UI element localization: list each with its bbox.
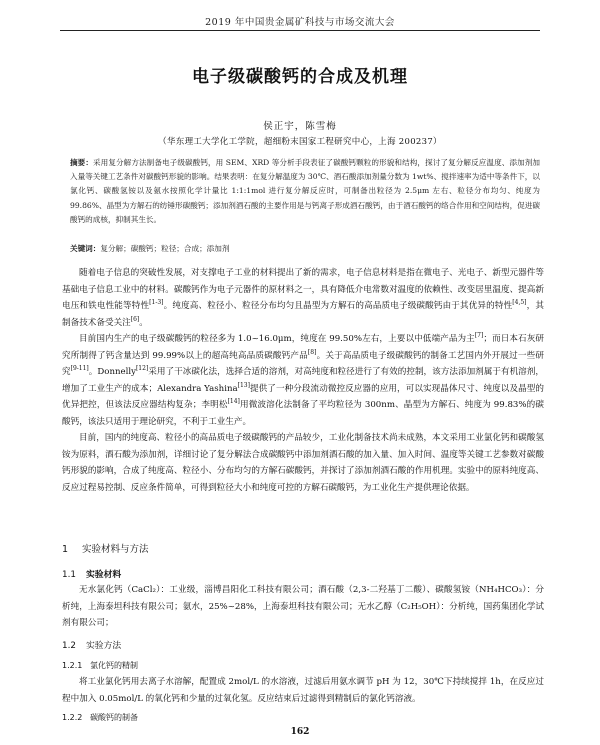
paper-title: 电子级碳酸钙的合成及机理 xyxy=(192,67,408,87)
keywords-text: 复分解；碳酸钙；粒径；合成；添加剂 xyxy=(100,244,230,253)
citation: [14] xyxy=(227,398,240,406)
citation: [9-11] xyxy=(70,365,89,373)
citation: [12] xyxy=(135,365,149,373)
purification-paragraph: 将工业氯化钙用去离子水溶解，配置成 2mol/L 的水溶液，过滤后用氨水调节 pH 为 12，30℃下持续搅拌 1h，在反应过程中加入 0.05mol/L 的氧化钙和少量的过氧化氢。反应结束后过滤得到精制后的氯化钙溶液。 xyxy=(62,677,544,704)
subsubsection-heading: 1.2.2 碳酸钙的制备 xyxy=(62,713,138,722)
header-rule xyxy=(60,30,540,31)
intro-paragraph-2: 目前国内生产的电子级碳酸钙的粒径多为 1.0~16.0μm，纯度在 99.50%左右，上要以中低端产品为主[7]；而日本石灰研究所制得了钙含量达到 99.99%以上的超高纯高品质碳酸钙产品[8]。关于高品质电子级碳酸钙的制备工艺国内外开展过一些研究[9-11]。Donnelly[12]采用了干冰碳化法，选择合适的溶剂，对高纯度和粒径进行了有效的控制，该方法添加剂属于有机溶剂，增加了工业生产的成本；Alexandra Yashina[13]提供了一种分段流动微控反应器的应用，可以实现晶体尺寸、纯度以及晶型的优异把控，但该法反应器结构复杂；李明松[14]用微波溶化法制备了平均粒径为 300nm、晶型为方解石、纯度为 99.83%的碳酸钙，该法只适用于理论研究，不利于工业生产。 xyxy=(62,332,544,427)
running-header: 2019 年中国贵金属矿科技与市场交流大会 xyxy=(205,17,395,28)
abstract-block xyxy=(70,156,540,227)
subsubsection-heading: 1.2.1 氯化钙的精制 xyxy=(62,661,138,670)
abstract-label: 摘要： xyxy=(70,158,93,167)
paper-authors: 侯正宇，陈雪梅 xyxy=(263,121,337,132)
materials-paragraph: 无水氯化钙（CaCl₂）：工业级，淄博昌阳化工科技有限公司；酒石酸（2,3-二羟基丁二酸）、碳酸氢铵（NH₄HCO₃）：分析纯，上海泰坦科技有限公司；氨水，25%~28%，上海泰坦科技有限公司；无水乙醇（C₂H₅OH）：分析纯，国药集团化学试剂有限公司； xyxy=(62,585,544,628)
citation: [6] xyxy=(130,315,140,323)
keywords-block xyxy=(70,242,540,256)
citation: [7] xyxy=(474,332,484,340)
citation: [13] xyxy=(237,381,250,389)
page-number: 162 xyxy=(290,727,310,737)
section-heading: 1 实验材料与方法 xyxy=(62,544,149,555)
intro-paragraph-1: 随着电子信息的突破性发展，对支撑电子工业的材料提出了新的需求，电子信息材料是指在微电子、光电子、新型元器件等基础电子信息工业中的材料。碳酸钙作为电子元器件的原材料之一，具有降低介电常数对温度的依赖性、改变居里温度、提高新电压和铁电性能等特性[1-3]。纯度高、粒径小、粒径分布均匀且晶型为方解石的高品质电子级碳酸钙由于其优异的特性[4,5]，其制备技术备受关注[6]。 xyxy=(62,268,544,328)
citation: [8] xyxy=(307,348,317,356)
citation: [1-3] xyxy=(149,299,164,307)
subsection-heading: 1.2 实验方法 xyxy=(62,641,122,651)
subsection-heading: 1.1 实验材料 xyxy=(62,570,122,580)
introduction xyxy=(62,265,544,496)
paper-affiliation: （华东理工大学化工学院，超细粉末国家工程研究中心，上海 200237） xyxy=(158,137,442,147)
intro-paragraph-3: 目前，国内的纯度高、粒径小的高品质电子级碳酸钙的产品较少，工业化制备技术尚未成熟，本文采用工业氯化钙和碳酸氢铵为原料，酒石酸为添加剂，详细讨论了复分解法合成碳酸钙中添加剂酒石酸的加入量、加入时间、温度等关键工艺参数对碳酸钙形貌的影响，合成了纯度高、粒径小、分布均匀的方解石碳酸钙，并探讨了添加剂酒石酸的作用机理。实验中的原料纯度高、反应过程易控制、反应条件简单，可得到粒径大小和纯度可控的方解石碳酸钙，为工业化生产提供理论依据。 xyxy=(62,433,544,493)
keywords-label: 关键词： xyxy=(70,244,101,253)
citation: [4,5] xyxy=(512,299,527,307)
abstract-text: 采用复分解方法制备电子级碳酸钙，用 SEM、XRD 等分析手段表征了碳酸钙颗粒的形貌和结构，探讨了复分解反应温度、添加剂加入量等关键工艺条件对碳酸钙形貌的影响。结果表明：在复分解温度为 30℃、酒石酸添加剂量分数为 1wt%、搅拌速率为适中等条件下，以氯化钙、碳酸氢铵以及氨水按照化学计量比 1:1:1mol 进行复分解反应时，可制备出粒径为 2.5μm 左右、粒径分布均匀、纯度为 99.86%、晶型为方解石的纺锤形碳酸钙；添加剂酒石酸的主要作用是与钙离子形成酒石酸钙，由于酒石酸钙的络合作用和空间结构，促进碳酸钙的成核，抑制其生长。 xyxy=(70,158,540,224)
